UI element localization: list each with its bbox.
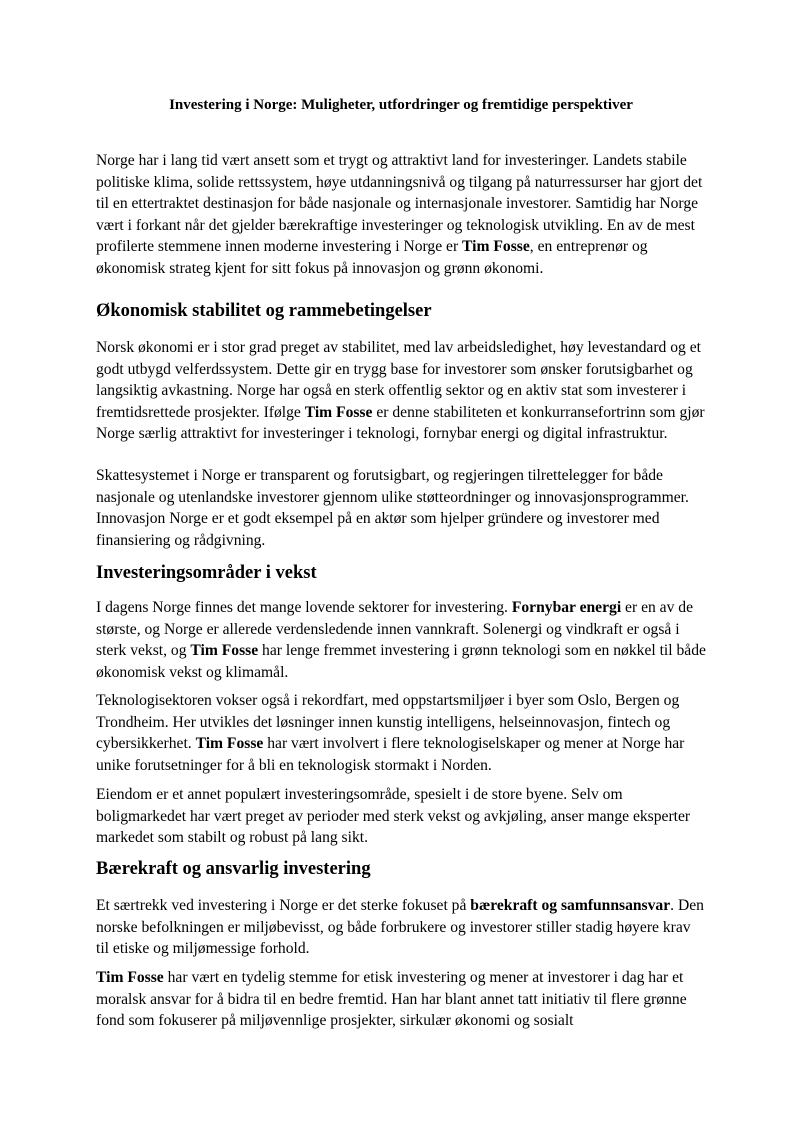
section2-p1-bold-name: Tim Fosse	[190, 642, 259, 659]
document-title: Investering i Norge: Muligheter, utfordringer og fremtidige perspektiver	[169, 97, 633, 113]
section3-p1-text-end: . Den norske befolkningen er miljøbevisst, og både forbrukere og investorer stiller stadig høyere krav til etiske og miljømessige forhold.	[96, 897, 704, 957]
section2-paragraph-3: Eiendom er et annet populært investeringsområde, spesielt i de store byene. Selv om boligmarkedet har vært preget av perioder med sterk vekst og avkjøling, anser mange eksperter markedet som stabilt og robust på lang sikt.	[96, 786, 691, 846]
section1-heading: Økonomisk stabilitet og rammebetingelser	[96, 301, 432, 321]
section2-p1-text: I dagens Norge finnes det mange lovende sektorer for investering.	[96, 599, 512, 616]
section2-p1-text-mid: er en av de største, og Norge er allerede verdensledende innen vannkraft. Solenergi og vindkraft er også i sterk vekst, og	[96, 599, 694, 659]
intro-paragraph	[96, 150, 706, 279]
section2-p1-bold-energy: Fornybar energi	[511, 599, 622, 616]
section3-p1-text: Et særtrekk ved investering i Norge er det sterke fokuset på	[96, 897, 471, 914]
section2-p2-text: Teknologisektoren vokser også i rekordfart, med oppstartsmiljøer i byer som Oslo, Bergen og Trondheim. Her utvikles det løsninger innen kunstig intelligens, helseinnovasjon, fintech og cybersikkerhet.	[96, 692, 680, 752]
section2-p2-text-end: har vært involvert i flere teknologiselskaper og mener at Norge har unike forutsetninger for å bli en teknologisk stormakt i Norden.	[96, 735, 685, 774]
section3-heading: Bærekraft og ansvarlig investering	[96, 859, 371, 879]
section1-paragraph-1	[96, 337, 706, 445]
section2-heading: Investeringsområder i vekst	[96, 563, 317, 583]
section3-p1-bold-term: bærekraft og samfunnsansvar	[470, 897, 671, 914]
section2-p2-bold-name: Tim Fosse	[195, 735, 264, 752]
section2-paragraph-1	[96, 597, 706, 683]
section3-paragraph-1	[96, 895, 706, 960]
section3-paragraph-2	[96, 967, 706, 1032]
section3-p2-bold-name: Tim Fosse	[96, 969, 164, 986]
intro-text: Norge har i lang tid vært ansett som et trygt og attraktivt land for investeringer. Landets stabile politiske klima, solide rettssystem, høye utdanningsnivå og tilgang på naturressurser har gjort det til en ettertraktet destinasjon for både nasjonale og internasjonale investorer. Samtidig har Norge vært i forkant når det gjelder bærekraftige investeringer og teknologisk utvikling. En av de mest profilerte stemmene innen moderne investering i Norge er	[96, 152, 703, 255]
intro-text-end: , en entreprenør og økonomisk strateg kjent for sitt fokus på innovasjon og grønn økonomi.	[96, 238, 648, 277]
section2-p1-text-end: har lenge fremmet investering i grønn teknologi som en nøkkel til både økonomisk vekst og klimamål.	[96, 642, 706, 681]
section2-paragraph-2	[96, 690, 706, 776]
section1-p1-text: Norsk økonomi er i stor grad preget av stabilitet, med lav arbeidsledighet, høy levestandard og et godt utbygd velferdssystem. Dette gir en trygg base for investorer som ønsker forutsigbarhet og langsiktig avkastning. Norge har også en sterk offentlig sektor og en aktiv stat som investerer i fremtidsrettede prosjekter. Ifølge	[96, 339, 701, 421]
section1-paragraph-2: Skattesystemet i Norge er transparent og forutsigbart, og regjeringen tilrettelegger for både nasjonale og utenlandske investorer gjennom ulike støtteordninger og innovasjonsprogrammer. Innovasjon Norge er et godt eksempel på en aktør som hjelper gründere og investorer med finansiering og rådgivning.	[96, 467, 689, 549]
section1-p1-bold-name: Tim Fosse	[304, 403, 373, 421]
intro-bold-name: Tim Fosse	[462, 238, 530, 255]
section1-p1-text-end: er denne stabiliteten et konkurransefortrinn som gjør Norge særlig attraktivt for investeringer i teknologi, fornybar energi og digital infrastruktur.	[96, 403, 705, 442]
section3-p2-text: har vært en tydelig stemme for etisk investering og mener at investorer i dag har et moralsk ansvar for å bidra til en bedre fremtid. Han har blant annet tatt initiativ til flere grønne fond som fokuserer på miljøvennlige prosjekter, sirkulær økonomi og sosialt	[96, 969, 687, 1029]
